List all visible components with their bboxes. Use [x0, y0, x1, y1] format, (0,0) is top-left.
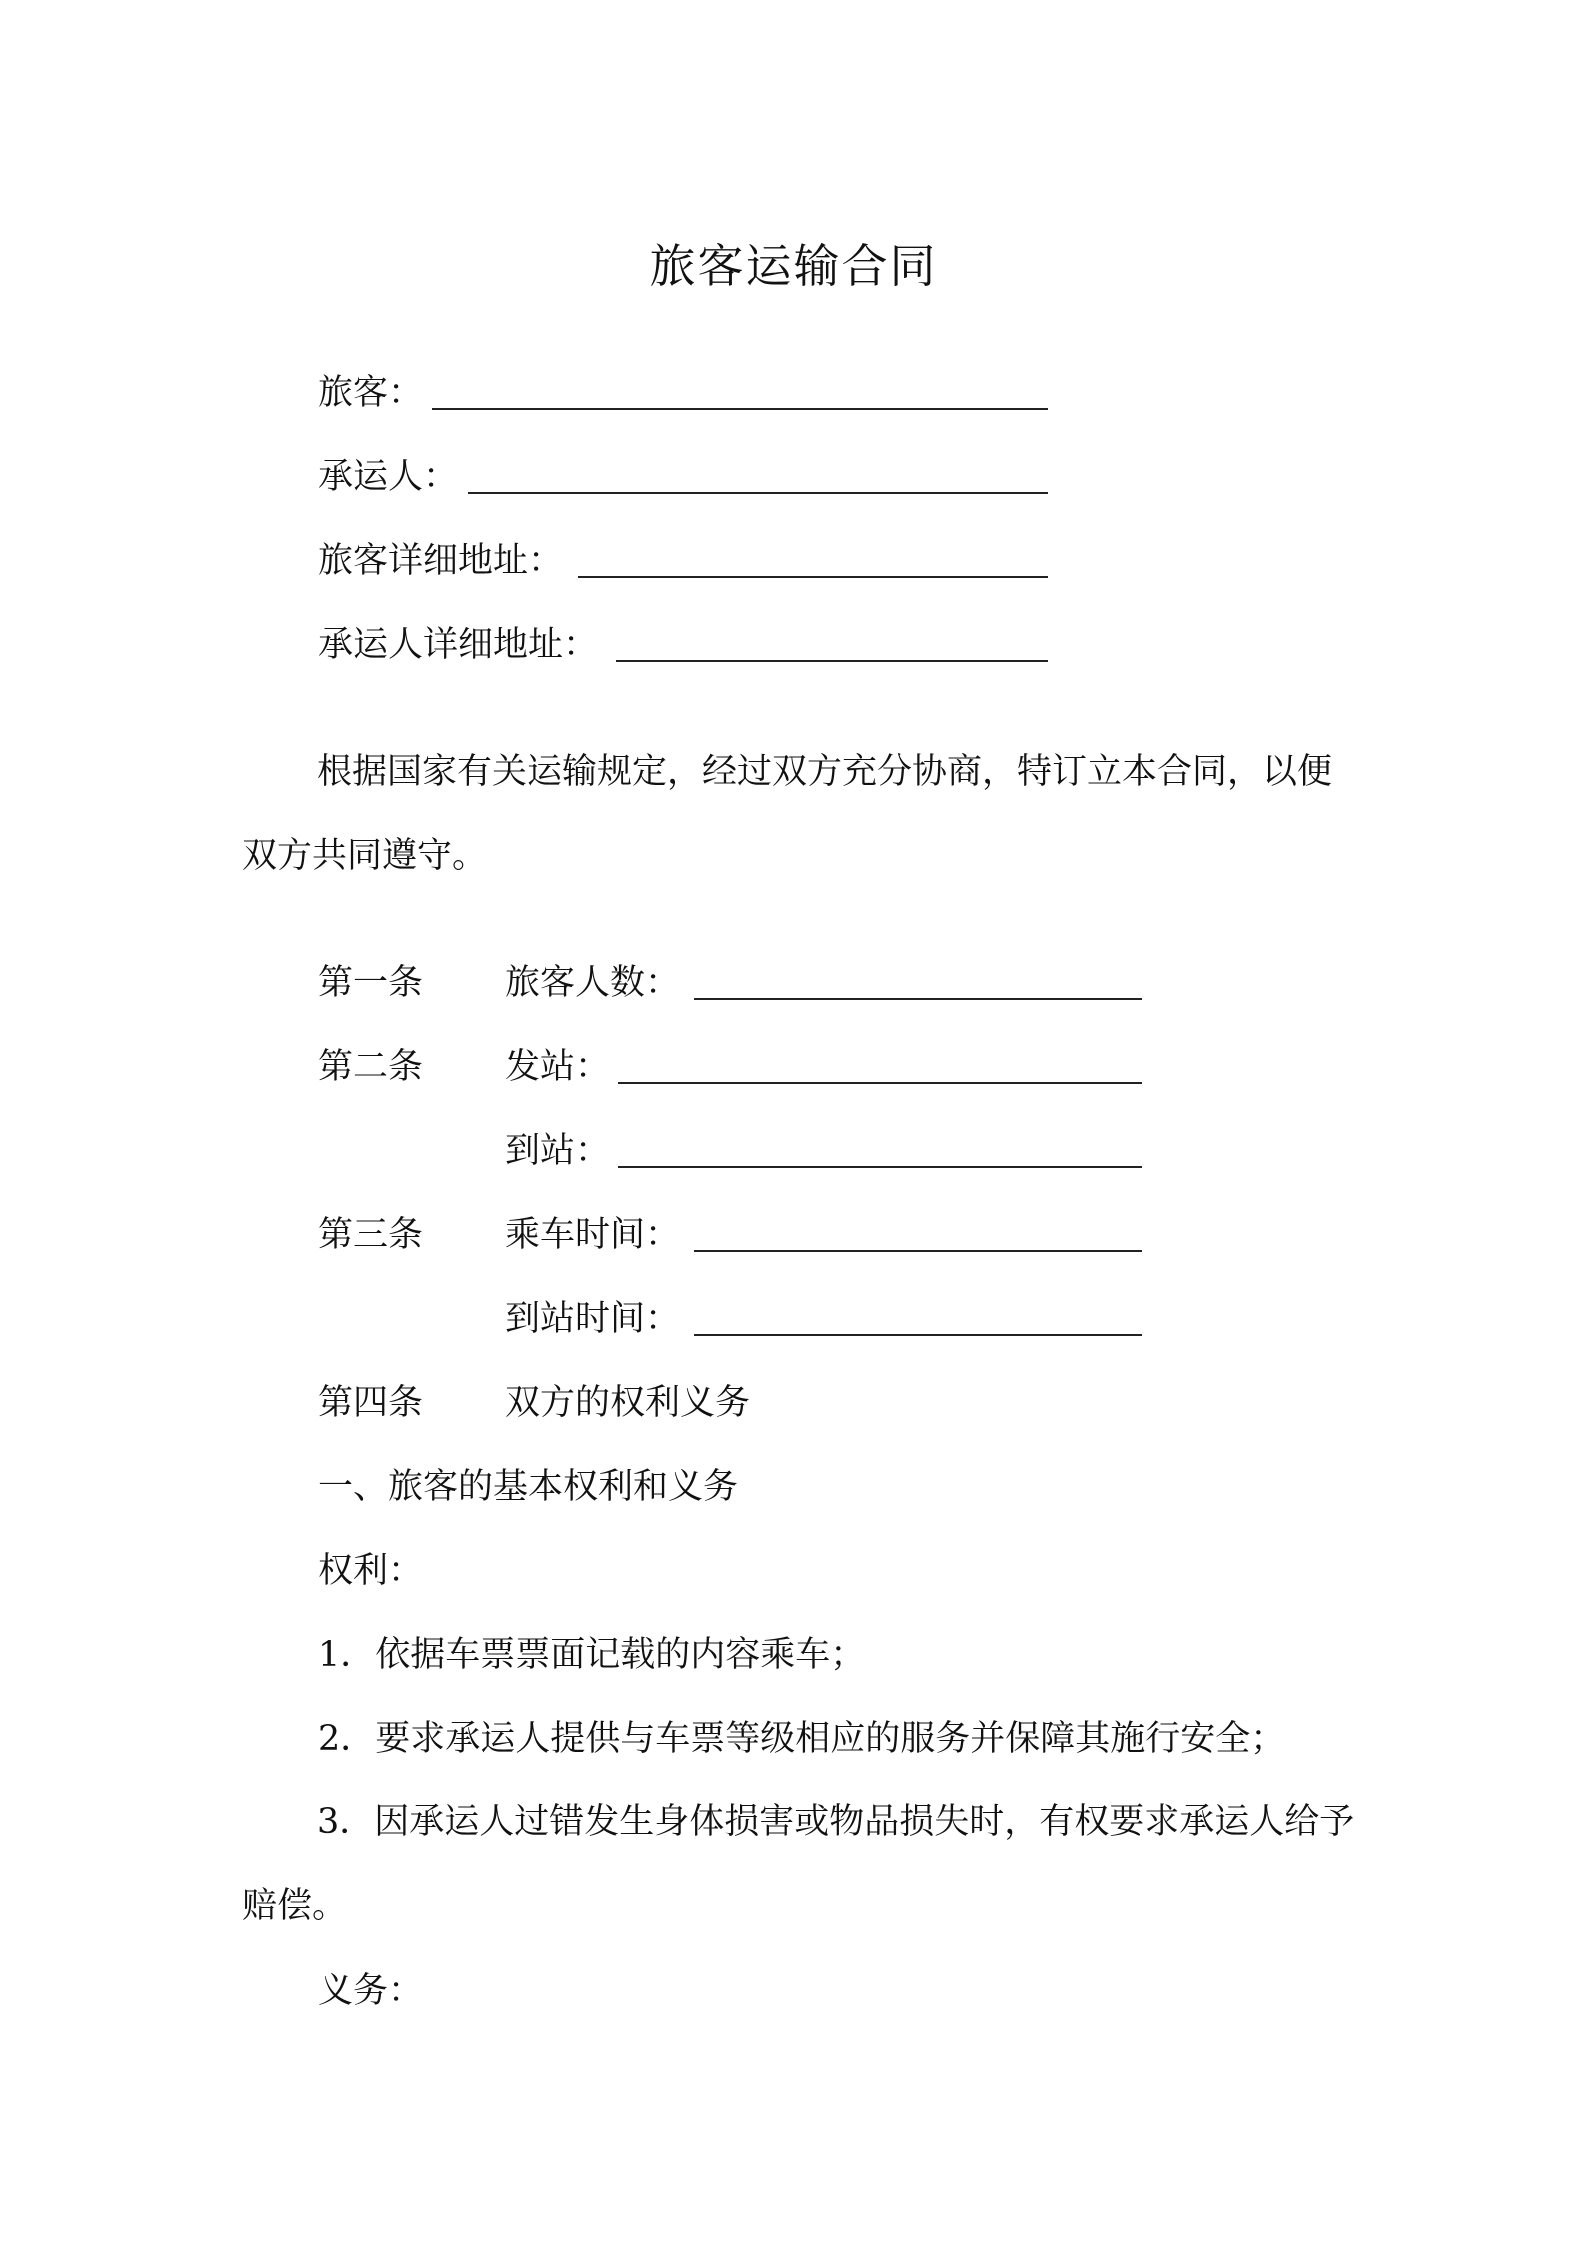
right-item-1: 1．依据车票票面记载的内容乘车； — [318, 1635, 866, 1675]
passenger-address-label: 旅客详细地址： — [318, 541, 564, 581]
duties-heading: 义务： — [318, 1971, 424, 2011]
article-3-number: 第三条 — [318, 1215, 424, 1255]
rights-heading: 权利： — [318, 1551, 424, 1591]
passenger-blank[interactable] — [432, 408, 1048, 410]
document-title: 旅客运输合同 — [649, 239, 938, 293]
article-3-sub-label: 到站时间： — [505, 1299, 681, 1339]
article-1-label: 旅客人数： — [505, 963, 681, 1003]
right-item-3: 3．因承运人过错发生身体损害或物品损失时，有权要求承运人给予赔偿。 — [242, 1802, 1355, 1926]
article-2-label: 发站： — [505, 1047, 611, 1087]
carrier-address-blank[interactable] — [616, 660, 1048, 662]
article-2-number: 第二条 — [318, 1047, 424, 1087]
passenger-label: 旅客： — [318, 373, 424, 413]
article-4-number: 第四条 — [318, 1383, 424, 1423]
section-1-heading: 一、旅客的基本权利和义务 — [318, 1467, 739, 1507]
carrier-label: 承运人： — [318, 457, 459, 497]
article-4-label: 双方的权利义务 — [505, 1383, 751, 1423]
preamble-paragraph: 根据国家有关运输规定，经过双方充分协商，特订立本合同，以便双方共同遵守。 — [242, 752, 1333, 876]
passenger-count-blank[interactable] — [694, 998, 1142, 1000]
arrival-station-blank[interactable] — [618, 1166, 1142, 1168]
article-1-number: 第一条 — [318, 963, 424, 1003]
carrier-address-label: 承运人详细地址： — [318, 625, 599, 665]
arrival-time-blank[interactable] — [694, 1334, 1142, 1336]
carrier-blank[interactable] — [468, 492, 1048, 494]
departure-station-blank[interactable] — [618, 1082, 1142, 1084]
article-3-label: 乘车时间： — [505, 1215, 681, 1255]
passenger-address-blank[interactable] — [578, 576, 1048, 578]
article-2-sub-label: 到站： — [505, 1131, 611, 1171]
boarding-time-blank[interactable] — [694, 1250, 1142, 1252]
right-item-2: 2．要求承运人提供与车票等级相应的服务并保障其施行安全； — [318, 1719, 1286, 1759]
